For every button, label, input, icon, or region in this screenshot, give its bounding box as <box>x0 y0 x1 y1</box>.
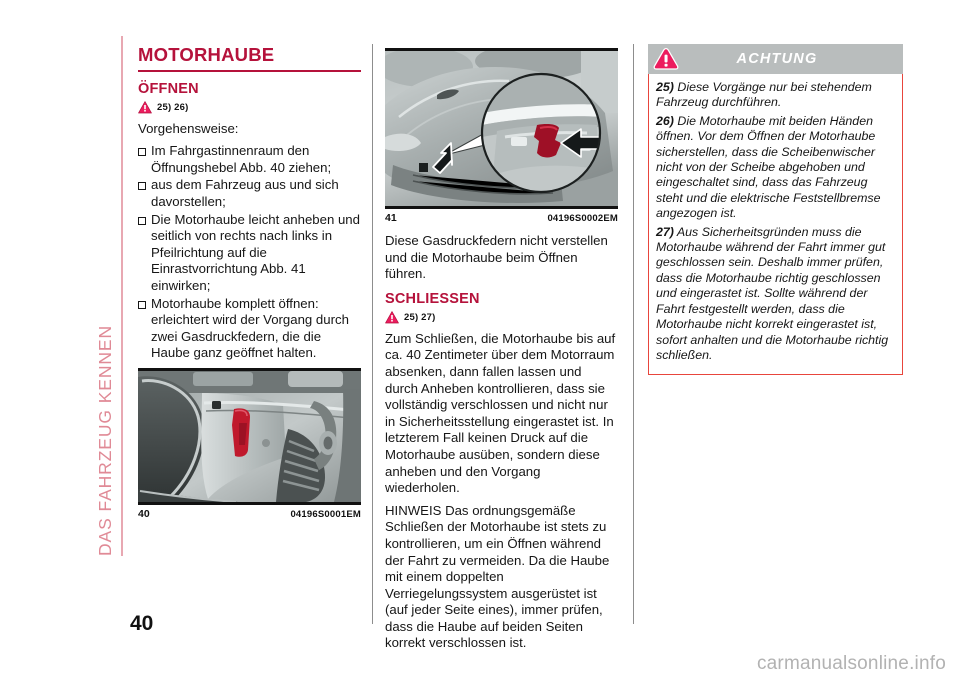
chapter-tab-rule <box>121 36 123 556</box>
warning-box-title: ACHTUNG <box>736 51 818 67</box>
paragraph-gas-struts: Diese Gasdruckfedern nicht verstellen und die Motorhaube beim Öffnen führen. <box>385 233 608 282</box>
warning-box-body <box>648 74 903 375</box>
warning-item-number: 25) <box>656 80 674 94</box>
warning-item-number: 26) <box>656 113 674 128</box>
figure-40 <box>138 368 361 520</box>
warning-reference-line-oeffnen <box>138 100 361 115</box>
intro-text: Vorgehensweise: <box>138 120 239 136</box>
warning-reference-line-schliessen <box>385 310 618 325</box>
list-item: Im Fahrgastinnenraum den Öffnungshebel Abb. 40 ziehen; <box>138 143 361 176</box>
paragraph-closing-procedure: Zum Schließen, die Motorhaube bis auf ca. 40 Zentimeter über dem Motorraum absenken, dann fallen lassen und durch Anheben kontrollieren, dass sie vollständig verschlossen und nicht nur in Sicherheitsstellung eingerastet ist. In letzterem Fall keinen Druck auf die Motorhaube ausüben, sondern diese anheben und den Vorgang wiederholen. <box>385 330 616 496</box>
subsection-title-oeffnen: ÖFFNEN <box>138 80 199 97</box>
figure-40-image <box>138 368 361 505</box>
figure-40-code: 04196S0001EM <box>290 508 361 520</box>
warning-triangle-icon <box>385 311 399 324</box>
warning-item <box>656 80 895 111</box>
figure-41-caption <box>385 212 618 224</box>
procedure-list <box>138 143 361 362</box>
watermark: carmanualsonline.info <box>756 653 946 674</box>
figure-41-number: 41 <box>385 212 397 224</box>
column-divider-1 <box>372 44 373 624</box>
warning-item <box>656 114 895 222</box>
list-item: Die Motorhaube leicht anheben und seitlich von rechts nach links in Pfeilrichtung auf die Einrastvorrichtung Abb. 41 einwirken; <box>138 212 361 295</box>
figure-41 <box>385 48 618 224</box>
warning-item-number: 27) <box>656 224 674 239</box>
page-title: MOTORHAUBE <box>138 44 275 65</box>
figure-41-image <box>385 48 618 209</box>
page-number: 40 <box>130 612 154 635</box>
warning-refs-schliessen: 25) 27) <box>404 311 436 323</box>
warning-item-text: Diese Vorgänge nur bei stehendem Fahrzeug durchführen. <box>656 80 872 110</box>
paragraph-hinweis: HINWEIS Das ordnungsgemäße Schließen der Motorhaube ist stets zu kontrollieren, um ein Öffnen während der Fahrt zu vermeiden. Da die Haube mit einem doppelten Verriegelungssystem ausgerüstet ist (auf jeder Seite eines), immer prüfen, dass die Haube auf beiden Seiten korrekt verschlossen ist. <box>385 502 610 651</box>
warning-box-header <box>648 44 903 74</box>
warning-triangle-icon <box>138 101 152 114</box>
chapter-tab-label: DAS FAHRZEUG KENNEN <box>95 324 115 556</box>
figure-40-caption <box>138 508 361 520</box>
warning-box <box>648 44 903 375</box>
warning-item-text: Die Motorhaube mit beiden Händen öffnen. Vor dem Öffnen der Motorhaube sicherstellen, dass die Scheibenwischer nicht von der Scheibe abgehoben und eingeschaltet sind, dass das Fahrzeug steht und die elektrische Feststellbremse angezogen ist. <box>656 113 881 221</box>
figure-41-code: 04196S0002EM <box>547 213 618 224</box>
page-title-rule <box>138 70 361 72</box>
list-item: aus dem Fahrzeug aus und sich davorstellen; <box>138 177 361 210</box>
chapter-tab <box>88 36 122 556</box>
column-left <box>138 44 361 520</box>
column-divider-2 <box>633 44 634 624</box>
warning-refs-oeffnen: 25) 26) <box>157 101 189 113</box>
list-item: Motorhaube komplett öffnen: erleichtert wird der Vorgang durch zwei Gasdruckfedern, die die Haube ganz geöffnet halten. <box>138 296 361 362</box>
column-right <box>648 44 903 375</box>
warning-item-text: Aus Sicherheitsgründen muss die Motorhaube während der Fahrt immer gut geschlossen sein. Deshalb immer prüfen, dass die Motorhaube richtig geschlossen und eingerastet ist. Sollte während der Fahrt festgestellt werden, dass die Motorhaube nicht korrekt eingerastet ist, sofort anhalten und die Motorhaube richtig schließen. <box>656 224 889 362</box>
subsection-title-schliessen: SCHLIESSEN <box>385 290 480 307</box>
warning-item <box>656 225 895 364</box>
warning-triangle-icon <box>653 47 679 71</box>
figure-40-number: 40 <box>138 507 150 520</box>
column-middle <box>385 44 618 658</box>
